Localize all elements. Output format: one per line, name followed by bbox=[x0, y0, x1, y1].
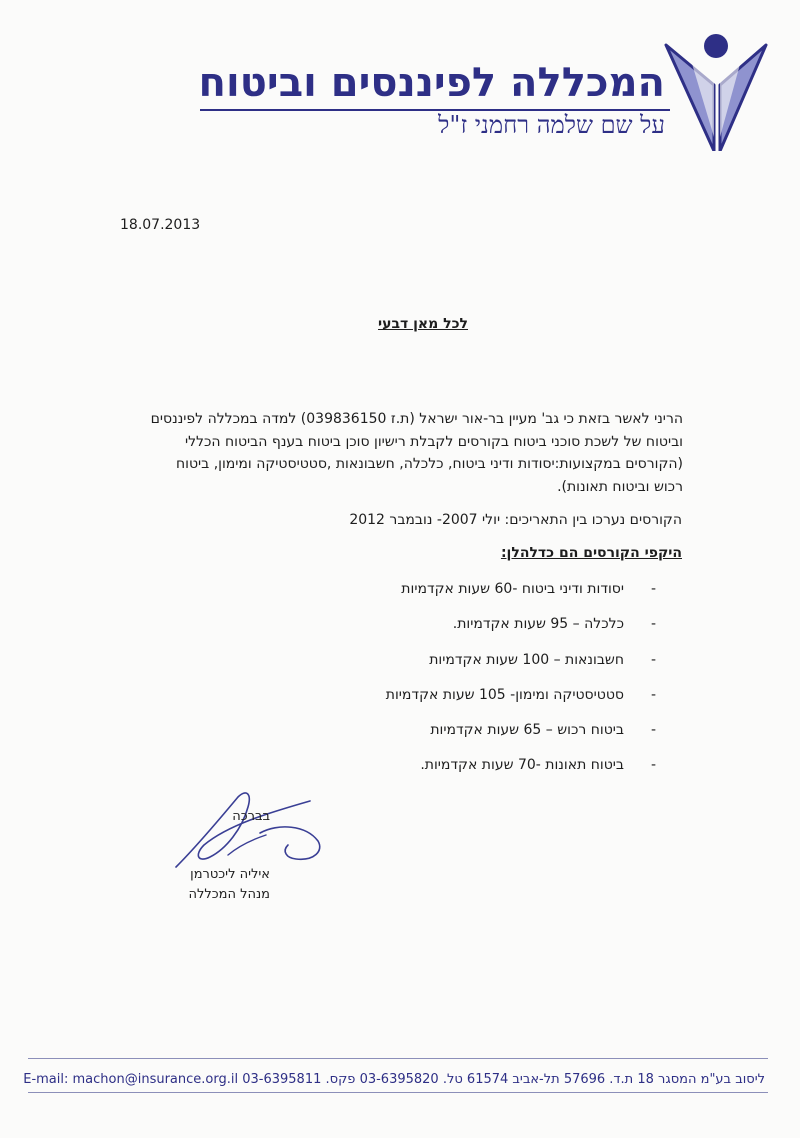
body-line: (הקורסים במקצועות:יסודות ודיני ביטוח, כלכלה, חשבונאות ,סטטיסטיקה ומימון, ביטוח bbox=[175, 456, 683, 472]
course-text: כלכלה – 95 שעות אקדמיות. bbox=[452, 616, 624, 633]
course-text: ביטוח רכוש – 65 שעות אקדמיות bbox=[430, 722, 624, 739]
course-scope-heading: היקפי הקורסים הם כדלהלן: bbox=[500, 545, 682, 561]
list-item bbox=[380, 687, 660, 722]
body-line: הריני לאשר בזאת כי גב' מעיין בר-אור ישראל (ת.ז 039836150) למדה במכללה לפיננסים bbox=[150, 411, 683, 427]
list-bullet: - bbox=[650, 757, 656, 774]
body-line: וביטוח של לשכת סוכני ביטוח בקורסים לקבלת רישיון סוכן ביטוח בענף הביטוח הכללי bbox=[184, 433, 683, 450]
signature-block bbox=[160, 807, 270, 905]
letterhead-subtitle: על שם שלמה רחמני ז"ל bbox=[438, 111, 665, 139]
list-item bbox=[380, 722, 660, 757]
course-text: ביטוח תאונות -70 שעות אקדמיות. bbox=[420, 757, 624, 774]
letter-date: 18.07.2013 bbox=[120, 217, 201, 233]
courses-dates-line: הקורסים נערכו בין התאריכים: יולי 2007- נובמבר 2012 bbox=[349, 512, 682, 528]
body-line: רכוש וביטוח תאונות). bbox=[557, 478, 683, 495]
course-text: יסודות ודיני ביטוח -60 שעות אקדמיות bbox=[401, 581, 624, 597]
list-item bbox=[380, 652, 660, 687]
signer-name: איליה ליכטרמן bbox=[190, 867, 270, 882]
course-list bbox=[380, 581, 660, 793]
course-text: חשבונאות – 100 שעות אקדמיות bbox=[429, 651, 624, 668]
course-text: סטטיסטיקה ומימון- 105 שעות אקדמיות bbox=[385, 686, 624, 703]
list-bullet: - bbox=[650, 616, 656, 633]
list-item bbox=[380, 581, 660, 616]
list-item bbox=[380, 757, 660, 792]
letterhead-title: המכללה לפיננסים וביטוח bbox=[198, 60, 665, 106]
footer-divider-bottom bbox=[28, 1092, 768, 1093]
list-bullet: - bbox=[650, 722, 656, 739]
list-bullet: - bbox=[650, 686, 656, 703]
college-emblem-logo bbox=[664, 33, 768, 151]
signer-title: מנהל המכללה bbox=[188, 887, 270, 902]
closing-greeting: בברכה bbox=[232, 809, 270, 824]
footer-divider-top bbox=[28, 1058, 768, 1059]
list-bullet: - bbox=[650, 651, 656, 668]
footer-contact-info: ליסוב בע"מ המסגר 18 ת.ד. 57696 תל-אביב 61574 טל. 03-6395820 פקס. 03-6395811 E-mail: machon@insurance.org.il bbox=[23, 1072, 765, 1087]
letter-heading: לכל מאן דבעי bbox=[378, 316, 468, 332]
list-bullet: - bbox=[650, 581, 656, 597]
letter-body-paragraph bbox=[105, 408, 683, 498]
list-item bbox=[380, 616, 660, 651]
